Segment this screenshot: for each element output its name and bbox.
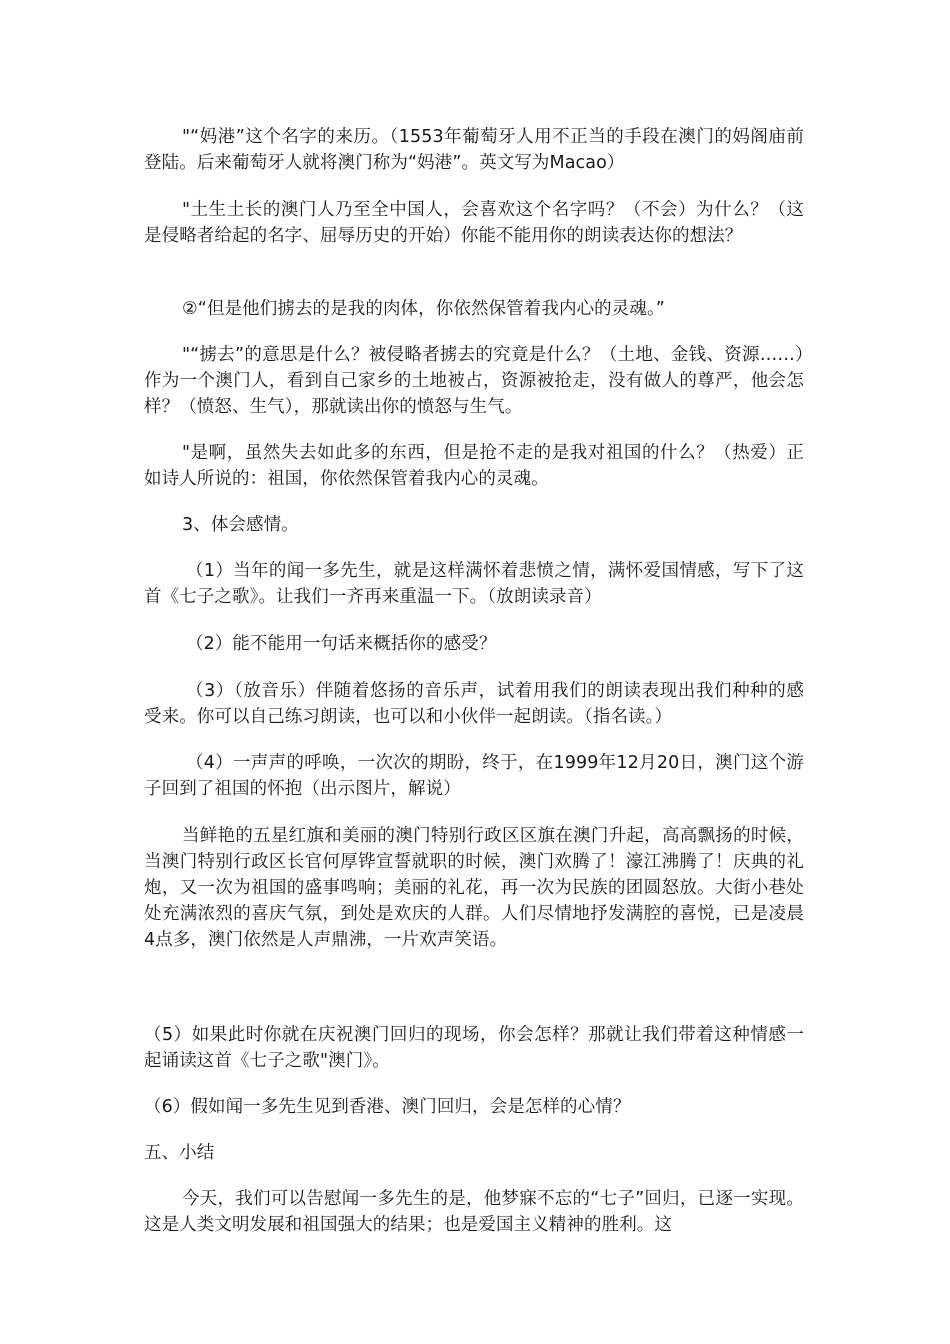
paragraph-step-2: （2）能不能用一句话来概括你的感受？ [186,634,497,654]
paragraph-step-1: （1）当年的闻一多先生，就是这样满怀着悲愤之情，满怀爱国情感，写下了这首《七子之歌》。让我们一齐再来重温一下。（放朗读录音） [144,561,804,607]
paragraph-quote-2: ②“但是他们掳去的是我的肉体，你依然保管着我内心的灵魂。” [182,299,665,319]
paragraph-love-question: "是啊，虽然失去如此多的东西，但是抢不走的是我对祖国的什么？（热爱）正如诗人所说的：祖国，你依然保管着我内心的灵魂。 [144,443,804,489]
paragraph-celebration: 当鲜艳的五星红旗和美丽的澳门特别行政区区旗在澳门升起，高高飘扬的时候，当澳门特别行政区长官何厚铧宣誓就职的时候，澳门欢腾了！濠江沸腾了！庆典的礼炮，又一次为祖国的盛事鸣响；美丽的礼花，再一次为民族的团圆怒放。大街小巷处处充满浓烈的喜庆气氛，到处是欢庆的人群。人们尽情地抒发满腔的喜悦，已是凌晨4点多，澳门依然是人声鼎沸，一片欢声笑语。 [144,826,804,950]
paragraph-step-5: （5）如果此时你就在庆祝澳门回归的现场，你会怎样？那就让我们带着这种情感一起诵读这首《七子之歌"澳门》。 [144,1025,804,1071]
paragraph-step-3: （3）（放音乐）伴随着悠扬的音乐声，试着用我们的朗读表现出我们种种的感受来。你可以自己练习朗读，也可以和小伙伴一起朗读。（指名读。） [144,681,804,727]
paragraph-summary: 今天，我们可以告慰闻一多先生的是，他梦寐不忘的“七子”回归，已逐一实现。这是人类文明发展和祖国强大的结果；也是爱国主义精神的胜利。这 [144,1189,804,1235]
paragraph-mage-origin: "“妈港”这个名字的来历。（1553年葡萄牙人用不正当的手段在澳门的妈阁庙前登陆。后来葡萄牙人就将澳门称为“妈港”。英文写为Macao） [144,127,804,173]
section-heading-summary: 五、小结 [144,1143,215,1163]
paragraph-step-6: （6）假如闻一多先生见到香港、澳门回归，会是怎样的心情？ [144,1097,631,1117]
paragraph-step-4: （4）一声声的呼唤，一次次的期盼，终于，在1999年12月20日，澳门这个游子回到了祖国的怀抱（出示图片，解说） [144,753,804,799]
paragraph-name-question: "土生土长的澳门人乃至全中国人，会喜欢这个名字吗？（不会）为什么？（这是侵略者给起的名字、屈辱历史的开始）你能不能用你的朗读表达你的想法？ [144,200,804,246]
section-heading-feelings: 3、体会感情。 [182,515,299,535]
paragraph-luqu-meaning: "“掳去”的意思是什么？被侵略者掳去的究竟是什么？（土地、金钱、资源……）作为一个澳门人，看到自己家乡的土地被占，资源被抢走，没有做人的尊严，他会怎样？（愤怒、生气），那就读出你的愤怒与生气。 [144,345,804,417]
